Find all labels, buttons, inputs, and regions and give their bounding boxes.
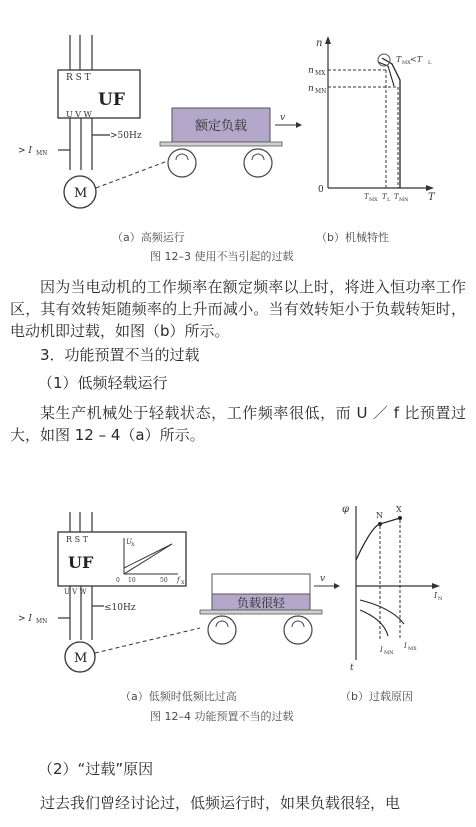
freq-label: >50Hz	[110, 131, 142, 141]
heading-3: 3．功能预置不当的过载	[40, 346, 200, 364]
load-label: 额定负载	[194, 119, 248, 134]
svg-text:T: T	[394, 193, 399, 201]
wheel-right	[284, 616, 312, 644]
fig2-subcaption-a: （a）低频时低频比过高	[120, 690, 237, 703]
mech-characteristic-graph	[308, 36, 436, 203]
svg-text:≤10Hz: ≤10Hz	[104, 603, 136, 613]
overload-reason-graph	[342, 504, 443, 673]
svg-text:<T: <T	[410, 55, 423, 64]
svg-text:MN: MN	[36, 618, 48, 625]
figure-12-4-diagram	[0, 490, 476, 690]
svg-text:I: I	[380, 646, 383, 654]
svg-text:f: f	[177, 576, 180, 584]
heading-3-1: （1）低频轻载运行	[38, 374, 168, 392]
svg-text:10: 10	[128, 577, 136, 584]
wheel-left	[168, 149, 196, 177]
fig2-caption: 图 12–4 功能预置不当的过载	[150, 710, 294, 723]
svg-text:MN: MN	[384, 650, 394, 656]
svg-text:MN: MN	[315, 88, 327, 95]
fig1-subcaption-b: （b）机械特性	[316, 231, 389, 244]
svg-text:R S T: R S T	[66, 535, 88, 544]
supply-lines	[70, 35, 92, 70]
svg-text:MX: MX	[402, 60, 411, 66]
svg-text:MX: MX	[315, 70, 326, 77]
svg-text:T: T	[428, 192, 435, 203]
svg-text:N: N	[438, 596, 443, 602]
svg-text:U V W: U V W	[64, 588, 87, 596]
uf-inset-graph	[116, 538, 185, 586]
svg-text:50: 50	[160, 577, 168, 584]
svg-text:T: T	[396, 55, 402, 64]
svg-text:MX: MX	[369, 197, 378, 203]
svg-text:n: n	[308, 66, 314, 76]
fig1-caption: 图 12–3 使用不当引起的过载	[150, 250, 294, 263]
load-label: 负载很轻	[236, 596, 286, 610]
fig2-subcaption-b: （b）过载原因	[340, 690, 413, 703]
svg-text:X: X	[131, 542, 135, 548]
paragraph-3: 过去我们曾经讨论过，低频运行时，如果负载很轻，电	[40, 794, 401, 812]
svg-text:n: n	[316, 38, 323, 49]
svg-text:> I: > I	[18, 614, 32, 624]
svg-text:U: U	[126, 538, 132, 546]
svg-text:φ: φ	[342, 504, 350, 515]
svg-text:0: 0	[116, 577, 120, 584]
figure-12-3-diagram	[0, 0, 476, 235]
svg-text:M: M	[74, 651, 88, 666]
svg-text:I: I	[404, 642, 407, 650]
rst-label: R S T	[66, 73, 91, 83]
svg-text:MN: MN	[36, 150, 48, 157]
svg-text:L: L	[387, 197, 391, 203]
heading-reason: （2）“过载”原因	[38, 760, 154, 778]
paragraph-1: 因为当电动机的工作频率在额定频率以上时，将进入恒功率工作区，其有效转矩随频率的上升而减小。当有效转矩小于负载转矩时，电动机即过载，如图（b）所示。	[10, 278, 466, 340]
velocity-label: v	[280, 113, 286, 123]
svg-text:T: T	[364, 193, 369, 201]
svg-text:L: L	[428, 60, 432, 66]
svg-text:UF: UF	[68, 553, 94, 572]
svg-text:T: T	[382, 193, 387, 201]
paragraph-2: 某生产机械处于轻载状态，工作频率很低，而 U ／ f 比预置过大，如图 12 – 4（a）所示。	[10, 404, 466, 444]
svg-text:MN: MN	[399, 197, 409, 203]
svg-text:n: n	[308, 84, 314, 94]
svg-text:v: v	[320, 574, 326, 584]
current-label: > I	[18, 146, 32, 156]
svg-text:I: I	[434, 591, 438, 600]
wheel-right	[244, 149, 272, 177]
svg-text:X: X	[181, 580, 185, 586]
svg-text:0: 0	[318, 185, 324, 195]
fig1-subcaption-a: （a）高频运行	[112, 231, 185, 244]
uf-label: UF	[98, 90, 125, 110]
svg-text:N: N	[376, 511, 383, 520]
svg-text:t: t	[350, 663, 354, 673]
svg-text:X: X	[396, 505, 402, 514]
uvw-label: U V W	[66, 110, 92, 119]
svg-text:MX: MX	[408, 646, 417, 652]
wheel-left	[208, 616, 236, 644]
motor-label: M	[74, 186, 88, 201]
